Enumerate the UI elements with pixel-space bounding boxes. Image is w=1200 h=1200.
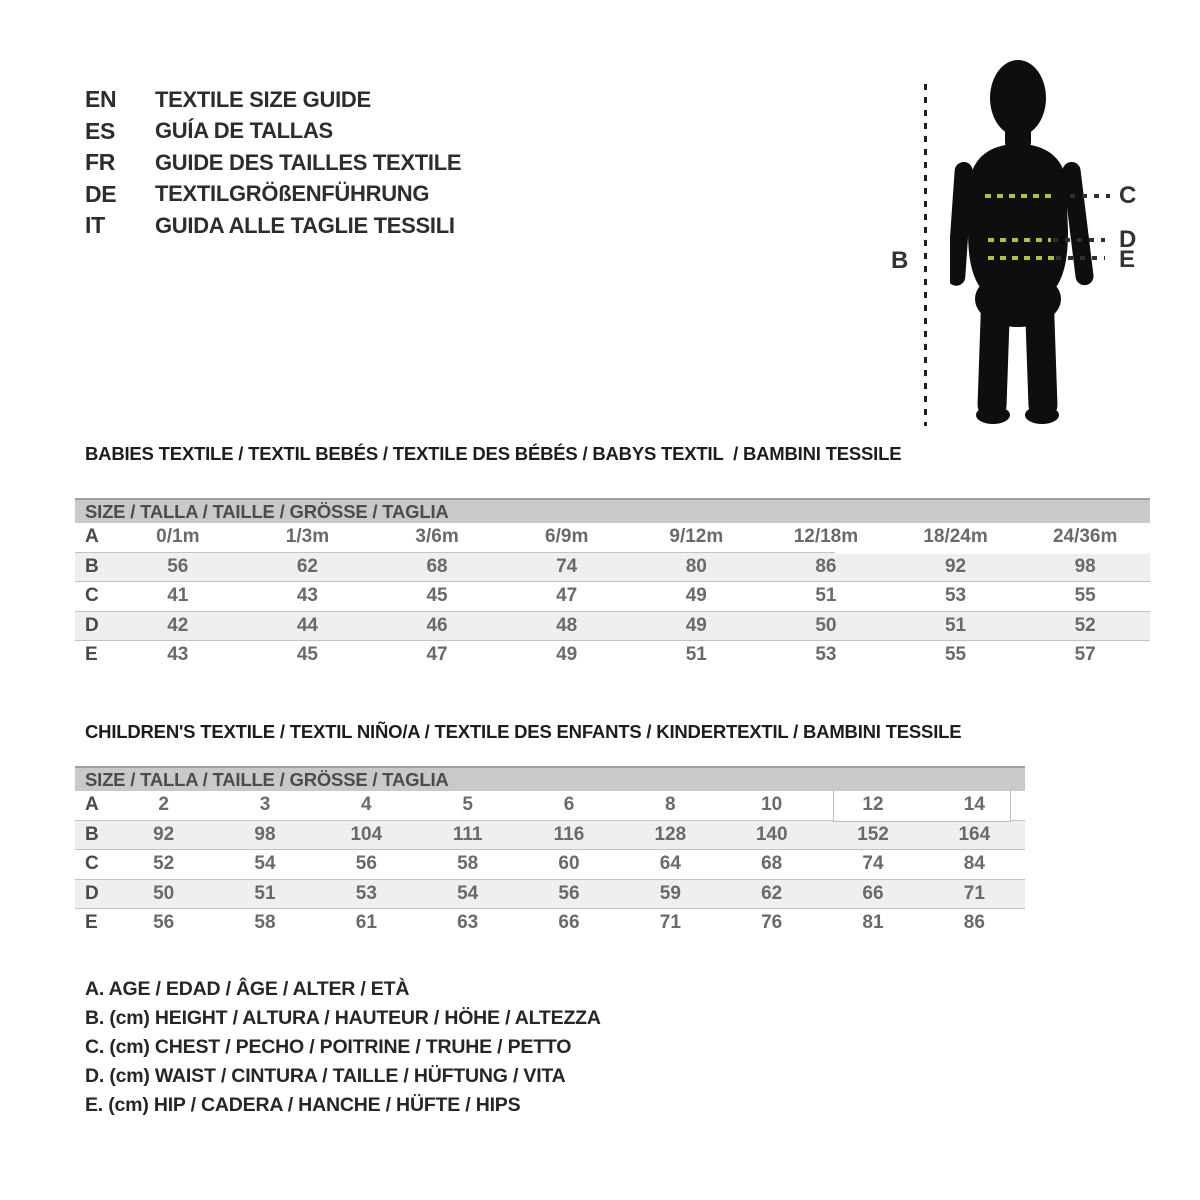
size-cell: 58 — [254, 912, 276, 934]
size-cell: 80 — [685, 555, 707, 577]
size-cell: 1/3m — [285, 526, 330, 548]
size-cell: 54 — [254, 853, 276, 875]
size-cell: 58 — [457, 853, 479, 875]
size-row-c — [75, 849, 1025, 879]
waist-measure-line — [988, 238, 1051, 242]
size-cell: 64 — [659, 853, 681, 875]
language-code: IT — [85, 212, 105, 239]
chest-label: C — [1119, 182, 1137, 209]
size-cell: 59 — [659, 882, 681, 904]
size-cell: 12/18m — [793, 526, 859, 548]
size-cell: 49 — [556, 644, 578, 666]
child-silhouette — [950, 56, 1105, 431]
size-cell: 48 — [556, 614, 578, 636]
language-title: TEXTILE SIZE GUIDE — [155, 86, 371, 112]
babies-size-header: SIZE / TALLA / TAILLE / GRÖSSE / TAGLIA — [75, 498, 1150, 523]
size-cell: 61 — [355, 912, 377, 934]
language-code: ES — [85, 117, 116, 144]
size-cell: 128 — [654, 823, 687, 845]
size-cell: 104 — [350, 823, 383, 845]
waist-leader-line — [1053, 238, 1105, 242]
size-row-d — [75, 879, 1025, 909]
size-row-d — [75, 611, 1150, 641]
size-row-b — [75, 552, 1150, 582]
size-cell: 66 — [558, 912, 580, 934]
row-label: A — [85, 526, 99, 548]
size-cell: 74 — [862, 853, 884, 875]
size-cell: 53 — [355, 882, 377, 904]
size-cell: 86 — [963, 912, 985, 934]
size-cell: 41 — [167, 585, 189, 607]
size-cell: 50 — [153, 882, 175, 904]
language-code: EN — [85, 86, 117, 113]
size-cell: 56 — [355, 853, 377, 875]
size-cell: 42 — [167, 614, 189, 636]
size-cell: 50 — [815, 614, 837, 636]
row-label: B — [85, 823, 99, 845]
legend-line: B. (cm) HEIGHT / ALTURA / HAUTEUR / HÖHE / ALTEZZA — [85, 1007, 601, 1029]
language-title: TEXTILGRÖßENFÜHRUNG — [155, 181, 430, 207]
measurement-figure — [0, 0, 1200, 460]
language-code: FR — [85, 149, 116, 176]
size-cell: 4 — [361, 794, 372, 816]
size-cell: 76 — [761, 912, 783, 934]
size-cell: 45 — [426, 585, 448, 607]
legend-line: E. (cm) HIP / CADERA / HANCHE / HÜFTE / HIPS — [85, 1094, 521, 1116]
size-cell: 24/36m — [1052, 526, 1118, 548]
size-cell: 81 — [862, 912, 884, 934]
size-cell: 55 — [1074, 585, 1096, 607]
size-cell: 45 — [296, 644, 318, 666]
size-cell: 71 — [659, 912, 681, 934]
size-cell: 116 — [553, 823, 585, 845]
size-cell: 62 — [296, 555, 318, 577]
children-size-table — [75, 766, 1025, 938]
language-title: GUÍA DE TALLAS — [155, 118, 333, 144]
size-cell: 44 — [296, 614, 318, 636]
legend-line: A. AGE / EDAD / ÂGE / ALTER / ETÀ — [85, 978, 410, 1000]
size-cell: 140 — [755, 823, 788, 845]
size-cell: 6/9m — [545, 526, 589, 548]
size-cell: 2 — [158, 794, 169, 816]
measurement-legend — [85, 978, 601, 1123]
size-cell: 92 — [153, 823, 175, 845]
size-cell: 152 — [857, 823, 889, 845]
hip-label: E — [1119, 246, 1135, 273]
size-row-b — [75, 820, 1025, 850]
row-label: B — [85, 555, 99, 577]
hip-leader-line — [1056, 256, 1105, 260]
row-label: D — [85, 614, 99, 636]
size-cell: 71 — [963, 882, 985, 904]
height-measure-line — [924, 84, 927, 426]
row-label: E — [85, 644, 98, 666]
row-label: A — [85, 794, 99, 816]
children-size-header: SIZE / TALLA / TAILLE / GRÖSSE / TAGLIA — [75, 766, 1025, 791]
size-row-e — [75, 640, 1150, 670]
size-cell: 52 — [1074, 614, 1096, 636]
language-code: DE — [85, 180, 117, 207]
size-row-a — [75, 523, 1150, 552]
size-cell: 51 — [685, 644, 707, 666]
size-cell: 66 — [862, 882, 884, 904]
size-cell: 52 — [153, 853, 175, 875]
size-cell: 98 — [1074, 555, 1096, 577]
babies-size-table — [75, 498, 1150, 670]
size-cell: 0/1m — [156, 526, 200, 548]
legend-line: D. (cm) WAIST / CINTURA / TAILLE / HÜFTUNG / VITA — [85, 1065, 566, 1087]
language-title: GUIDA ALLE TAGLIE TESSILI — [155, 212, 455, 238]
height-label: B — [891, 247, 909, 274]
size-cell: 68 — [426, 555, 448, 577]
size-cell: 47 — [556, 585, 578, 607]
size-cell: 3 — [259, 794, 271, 816]
size-cell: 5 — [462, 794, 473, 816]
size-cell: 9/12m — [669, 526, 724, 548]
size-cell: 84 — [963, 853, 985, 875]
size-cell: 51 — [944, 614, 967, 636]
size-row-e — [75, 908, 1025, 938]
size-cell: 98 — [254, 823, 276, 845]
legend-line: C. (cm) CHEST / PECHO / POITRINE / TRUHE / PETTO — [85, 1036, 572, 1058]
size-cell: 164 — [958, 823, 991, 845]
size-cell: 3/6m — [415, 526, 459, 548]
size-cell: 43 — [296, 585, 318, 607]
children-rows — [75, 791, 1025, 938]
children-section-title: CHILDREN'S TEXTILE / TEXTIL NIÑO/A / TEXTILE DES ENFANTS / KINDERTEXTIL / BAMBINI TESSILE — [85, 721, 962, 742]
hip-measure-line — [988, 256, 1054, 260]
row-label: D — [85, 882, 99, 904]
size-cell: 92 — [944, 555, 967, 577]
chest-measure-line — [985, 194, 1051, 198]
language-title: GUIDE DES TAILLES TEXTILE — [155, 149, 462, 175]
size-cell: 46 — [426, 614, 448, 636]
size-cell: 74 — [556, 555, 578, 577]
size-cell: 56 — [558, 882, 580, 904]
size-cell: 53 — [944, 585, 967, 607]
row-label: C — [85, 853, 99, 875]
size-cell: 51 — [254, 882, 276, 904]
size-row-c — [75, 581, 1150, 611]
size-cell: 60 — [558, 853, 580, 875]
size-cell: 57 — [1074, 644, 1096, 666]
size-cell: 43 — [167, 644, 189, 666]
size-cell: 14 — [963, 794, 985, 816]
size-cell: 54 — [457, 882, 479, 904]
size-cell: 62 — [761, 882, 783, 904]
row-label: C — [85, 585, 99, 607]
chest-leader-line — [1070, 194, 1110, 198]
size-cell: 47 — [426, 644, 448, 666]
size-cell: 68 — [761, 853, 783, 875]
size-cell: 49 — [685, 614, 707, 636]
size-cell: 10 — [761, 794, 783, 816]
size-row-a — [75, 791, 1025, 820]
size-cell: 12 — [862, 794, 884, 816]
babies-section-title: BABIES TEXTILE / TEXTIL BEBÉS / TEXTILE DES BÉBÉS / BABYS TEXTIL / BAMBINI TESSILE — [85, 443, 902, 464]
size-cell: 111 — [452, 823, 483, 845]
size-cell: 8 — [665, 794, 676, 816]
size-cell: 56 — [167, 555, 189, 577]
waist-label: D — [1119, 226, 1137, 253]
size-cell: 6 — [563, 794, 575, 816]
row-label: E — [85, 912, 98, 934]
size-cell: 51 — [815, 585, 837, 607]
babies-rows — [75, 523, 1150, 670]
size-cell: 56 — [153, 912, 175, 934]
size-cell: 86 — [815, 555, 837, 577]
size-cell: 49 — [685, 585, 707, 607]
size-cell: 63 — [457, 912, 479, 934]
size-cell: 18/24m — [923, 526, 988, 548]
size-cell: 55 — [944, 644, 967, 666]
size-cell: 53 — [815, 644, 837, 666]
